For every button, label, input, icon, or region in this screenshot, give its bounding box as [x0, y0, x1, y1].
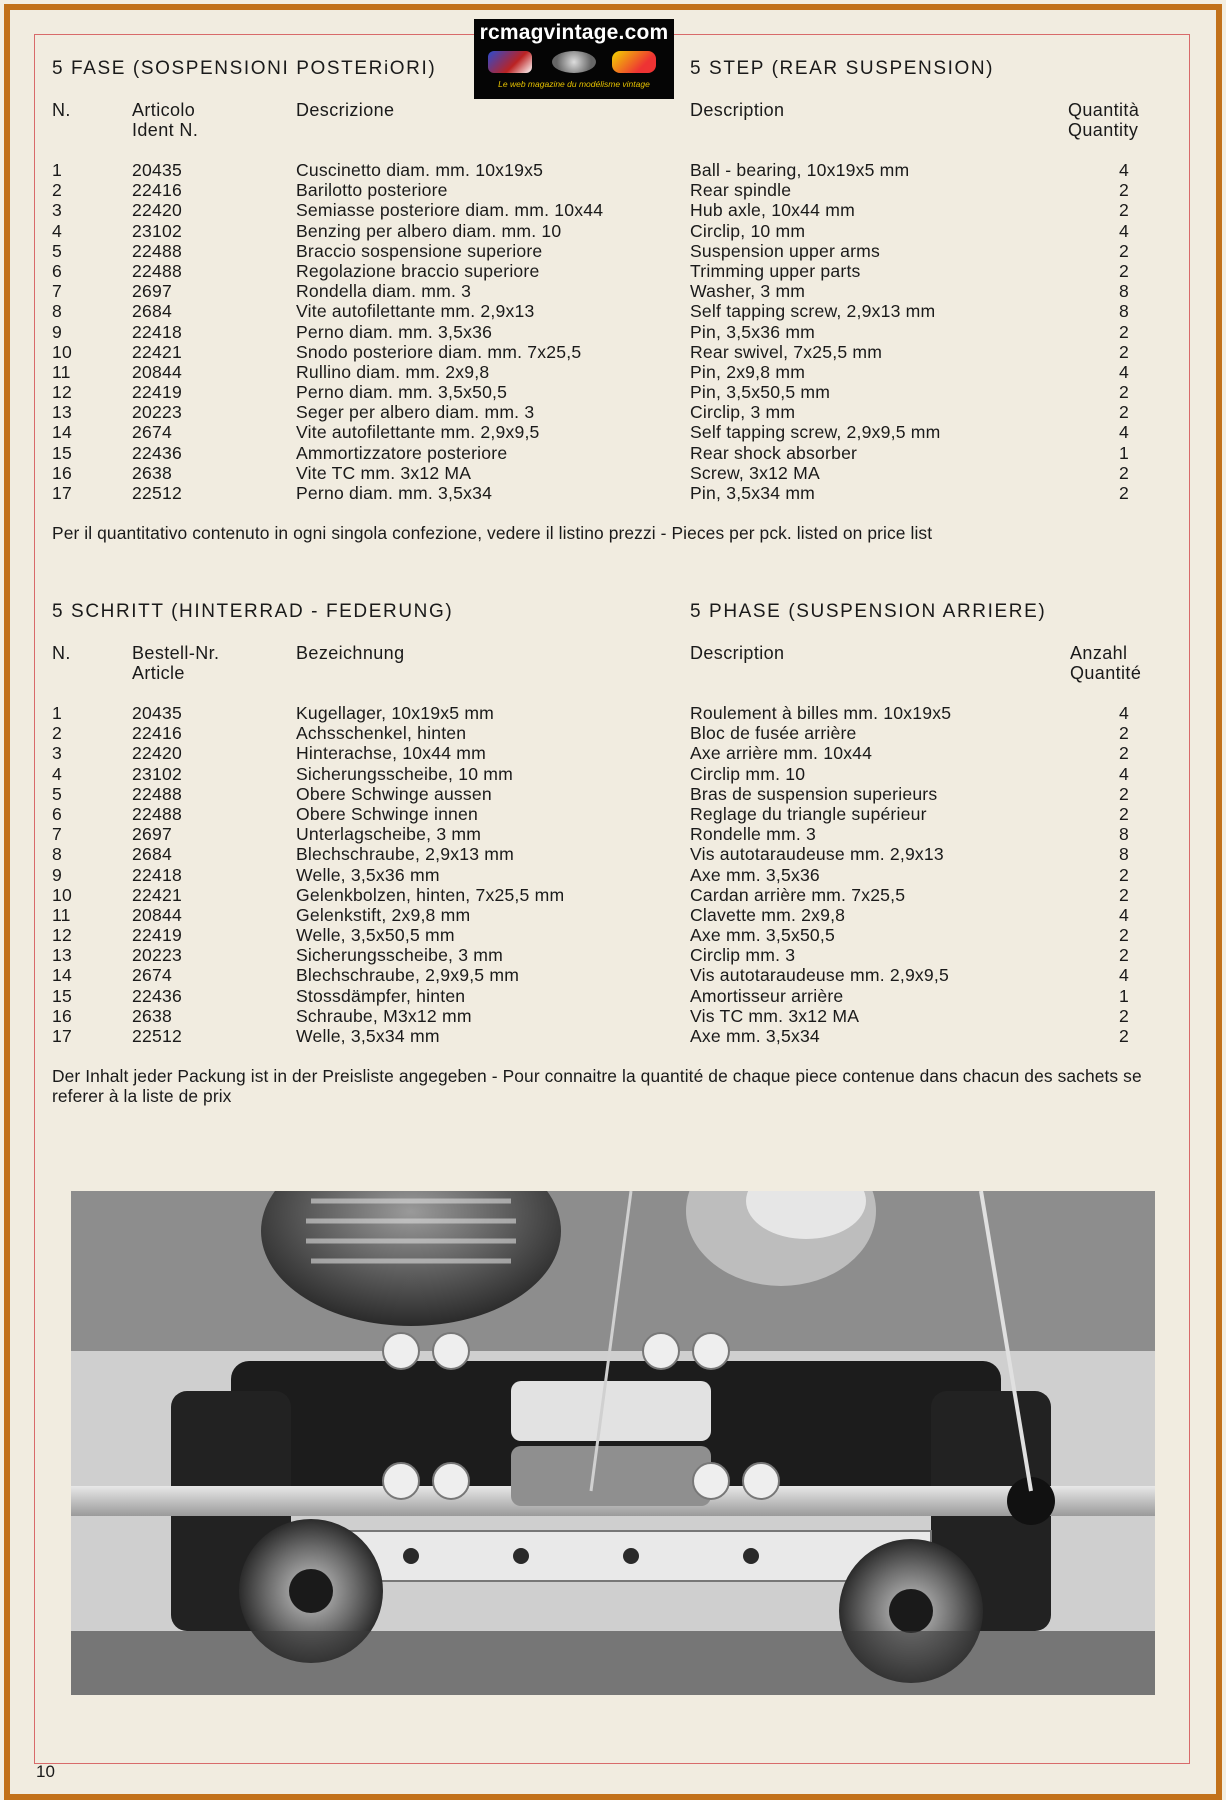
- row-quantity: 2: [1119, 864, 1129, 885]
- row-number: 5: [52, 783, 62, 804]
- row-description-2: Rondelle mm. 3: [690, 824, 817, 845]
- row-description-1: Sicherungsscheibe, 3 mm: [296, 945, 504, 966]
- heading-english: 5 STEP (REAR SUSPENSION): [690, 58, 995, 79]
- row-article: 20223: [132, 402, 182, 423]
- row-quantity: 2: [1119, 743, 1129, 764]
- heading-french: 5 PHASE (SUSPENSION ARRIERE): [690, 601, 1047, 622]
- table-row: [52, 261, 1162, 281]
- row-number: 3: [52, 200, 62, 221]
- row-article: 22512: [132, 483, 182, 503]
- row-description-1: Benzing per albero diam. mm. 10: [296, 220, 562, 241]
- table-row: [52, 200, 1162, 220]
- row-quantity: 2: [1119, 462, 1129, 483]
- row-quantity: 2: [1119, 783, 1129, 804]
- column-header-quantity: Quantità Quantity: [1068, 100, 1140, 140]
- row-article: 22420: [132, 743, 182, 764]
- row-article: 2638: [132, 462, 172, 483]
- row-description-1: Sicherungsscheibe, 10 mm: [296, 763, 514, 784]
- row-article: 22488: [132, 803, 182, 824]
- row-number: 11: [52, 904, 71, 925]
- row-quantity: 1: [1119, 985, 1129, 1006]
- row-quantity: 1: [1119, 442, 1129, 463]
- table-row: [52, 362, 1162, 382]
- table-row: [52, 945, 1162, 965]
- row-description-1: Perno diam. mm. 3,5x34: [296, 483, 493, 503]
- row-description-2: Ball - bearing, 10x19x5 mm: [690, 160, 910, 180]
- row-quantity: 2: [1119, 884, 1129, 905]
- column-header-article: Articolo Ident N.: [132, 100, 199, 140]
- row-article: 22436: [132, 985, 182, 1006]
- row-description-2: Pin, 3,5x50,5 mm: [690, 382, 831, 403]
- row-description-2: Circlip, 3 mm: [690, 402, 796, 423]
- note-de-fr: Der Inhalt jeder Packung ist in der Preisliste angegeben - Pour connaitre la quantité de chaque piece contenue dans chacun des sachets se referer à la liste de prix: [52, 1066, 1142, 1106]
- row-description-1: Welle, 3,5x36 mm: [296, 864, 440, 885]
- row-description-2: Vis autotaraudeuse mm. 2,9x9,5: [690, 965, 949, 986]
- table-row: [52, 905, 1162, 925]
- row-number: 16: [52, 1005, 72, 1026]
- row-quantity: 2: [1119, 180, 1129, 201]
- table-row: [52, 322, 1162, 342]
- row-number: 7: [52, 281, 62, 302]
- row-quantity: 8: [1119, 281, 1129, 302]
- row-article: 2638: [132, 1005, 172, 1026]
- heading-german: 5 SCHRITT (HINTERRAD - FEDERUNG): [52, 601, 454, 622]
- row-description-1: Vite autofilettante mm. 2,9x13: [296, 301, 535, 322]
- row-number: 1: [52, 703, 62, 723]
- row-article: 20435: [132, 703, 182, 723]
- row-description-1: Rullino diam. mm. 2x9,8: [296, 361, 490, 382]
- table-row: [52, 241, 1162, 261]
- row-description-2: Reglage du triangle supérieur: [690, 803, 927, 824]
- row-description-1: Braccio sospensione superiore: [296, 240, 543, 261]
- row-quantity: 2: [1119, 945, 1129, 966]
- row-number: 13: [52, 945, 72, 966]
- table-row: [52, 463, 1162, 483]
- row-quantity: 4: [1119, 160, 1129, 180]
- column-header-description-de: Bezeichnung: [296, 643, 405, 663]
- row-description-2: Circlip, 10 mm: [690, 220, 806, 241]
- row-quantity: 2: [1119, 402, 1129, 423]
- racecar-icon: [612, 51, 656, 73]
- row-description-2: Bloc de fusée arrière: [690, 723, 857, 744]
- row-quantity: 2: [1119, 803, 1129, 824]
- engine-icon: [552, 51, 596, 73]
- row-number: 4: [52, 763, 62, 784]
- row-description-2: Axe mm. 3,5x36: [690, 864, 820, 885]
- row-description-1: Unterlagscheibe, 3 mm: [296, 824, 482, 845]
- row-article: 22419: [132, 925, 182, 946]
- column-header-description-fr: Description: [690, 643, 785, 663]
- row-article: 22416: [132, 723, 182, 744]
- row-quantity: 4: [1119, 763, 1129, 784]
- row-description-1: Hinterachse, 10x44 mm: [296, 743, 486, 764]
- row-description-1: Seger per albero diam. mm. 3: [296, 402, 535, 423]
- row-number: 8: [52, 301, 62, 322]
- row-description-2: Clavette mm. 2x9,8: [690, 904, 846, 925]
- row-number: 12: [52, 925, 72, 946]
- row-article: 22421: [132, 884, 182, 905]
- table-row: [52, 281, 1162, 301]
- row-number: 10: [52, 341, 72, 362]
- table-row: [52, 180, 1162, 200]
- row-article: 22418: [132, 864, 182, 885]
- note-it-en: Per il quantitativo contenuto in ogni singola confezione, vedere il listino prezzi - Pieces per pck. listed on price list: [52, 523, 933, 543]
- row-description-1: Achsschenkel, hinten: [296, 723, 467, 744]
- table-row: [52, 402, 1162, 422]
- site-logo[interactable]: [474, 19, 674, 99]
- page-number: 10: [36, 1762, 55, 1781]
- row-number: 10: [52, 884, 72, 905]
- table-row: [52, 784, 1162, 804]
- row-number: 3: [52, 743, 62, 764]
- row-number: 16: [52, 462, 72, 483]
- row-quantity: 8: [1119, 824, 1129, 845]
- row-description-1: Kugellager, 10x19x5 mm: [296, 703, 495, 723]
- table-row: [52, 342, 1162, 362]
- row-quantity: 4: [1119, 904, 1129, 925]
- row-description-2: Vis autotaraudeuse mm. 2,9x13: [690, 844, 944, 865]
- row-description-1: Vite autofilettante mm. 2,9x9,5: [296, 422, 540, 443]
- row-description-2: Vis TC mm. 3x12 MA: [690, 1005, 860, 1026]
- row-description-1: Gelenkstift, 2x9,8 mm: [296, 904, 471, 925]
- buggy-icon: [488, 51, 532, 73]
- row-number: 11: [52, 361, 71, 382]
- row-article: 22488: [132, 783, 182, 804]
- row-number: 15: [52, 442, 72, 463]
- row-quantity: 2: [1119, 341, 1129, 362]
- row-quantity: 8: [1119, 844, 1129, 865]
- row-quantity: 8: [1119, 301, 1129, 322]
- row-description-1: Schraube, M3x12 mm: [296, 1005, 472, 1026]
- logo-pictures: [474, 47, 674, 79]
- row-article: 22436: [132, 442, 182, 463]
- row-number: 6: [52, 260, 62, 281]
- row-article: 2684: [132, 301, 172, 322]
- table-row: [52, 743, 1162, 763]
- table-row: [52, 764, 1162, 784]
- row-number: 12: [52, 382, 72, 403]
- row-number: 14: [52, 422, 72, 443]
- row-number: 15: [52, 985, 72, 1006]
- row-description-1: Obere Schwinge innen: [296, 803, 479, 824]
- table-row: [52, 986, 1162, 1006]
- row-description-2: Rear shock absorber: [690, 442, 858, 463]
- row-description-2: Axe mm. 3,5x50,5: [690, 925, 835, 946]
- row-number: 2: [52, 180, 62, 201]
- row-article: 2684: [132, 844, 172, 865]
- table-row: [52, 1026, 1162, 1046]
- column-header-number: N.: [52, 643, 71, 663]
- heading-italian: 5 FASE (SOSPENSIONI POSTERiORI): [52, 58, 437, 79]
- row-description-1: Snodo posteriore diam. mm. 7x25,5: [296, 341, 582, 362]
- logo-name: rcmagvintage.com: [479, 21, 669, 44]
- row-article: 22421: [132, 341, 182, 362]
- column-header-description-it: Descrizione: [296, 100, 395, 120]
- row-article: 2674: [132, 965, 172, 986]
- row-description-2: Hub axle, 10x44 mm: [690, 200, 855, 221]
- table-row: [52, 885, 1162, 905]
- row-description-2: Rear swivel, 7x25,5 mm: [690, 341, 883, 362]
- row-number: 8: [52, 844, 62, 865]
- row-article: 23102: [132, 763, 182, 784]
- row-article: 20844: [132, 361, 182, 382]
- row-quantity: 4: [1119, 220, 1129, 241]
- table-row: [52, 804, 1162, 824]
- row-number: 9: [52, 864, 62, 885]
- table-row: [52, 422, 1162, 442]
- table-row: [52, 824, 1162, 844]
- row-description-2: Cardan arrière mm. 7x25,5: [690, 884, 906, 905]
- table-row: [52, 443, 1162, 463]
- table-row: [52, 382, 1162, 402]
- row-quantity: 4: [1119, 422, 1129, 443]
- row-number: 9: [52, 321, 62, 342]
- column-header-description-en: Description: [690, 100, 785, 120]
- row-article: 20844: [132, 904, 182, 925]
- row-description-1: Obere Schwinge aussen: [296, 783, 492, 804]
- row-description-2: Suspension upper arms: [690, 240, 881, 261]
- row-quantity: 2: [1119, 1005, 1129, 1026]
- row-article: 2697: [132, 824, 172, 845]
- row-article: 22418: [132, 321, 182, 342]
- row-article: 22488: [132, 240, 182, 261]
- row-number: 7: [52, 824, 62, 845]
- row-quantity: 2: [1119, 200, 1129, 221]
- row-description-1: Cuscinetto diam. mm. 10x19x5: [296, 160, 544, 180]
- row-description-2: Pin, 3,5x36 mm: [690, 321, 816, 342]
- table-row: [52, 844, 1162, 864]
- row-description-1: Perno diam. mm. 3,5x50,5: [296, 382, 508, 403]
- parts-table-de-fr: [52, 703, 1162, 1046]
- row-description-1: Semiasse posteriore diam. mm. 10x44: [296, 200, 604, 221]
- table-row: [52, 483, 1162, 503]
- row-number: 6: [52, 803, 62, 824]
- row-article: 22419: [132, 382, 182, 403]
- row-description-1: Gelenkbolzen, hinten, 7x25,5 mm: [296, 884, 565, 905]
- row-quantity: 4: [1119, 361, 1129, 382]
- row-description-2: Axe arrière mm. 10x44: [690, 743, 873, 764]
- row-description-2: Self tapping screw, 2,9x9,5 mm: [690, 422, 941, 443]
- table-row: [52, 965, 1162, 985]
- row-quantity: 2: [1119, 1026, 1129, 1046]
- row-article: 23102: [132, 220, 182, 241]
- row-quantity: 2: [1119, 240, 1129, 261]
- row-description-1: Vite TC mm. 3x12 MA: [296, 462, 472, 483]
- column-header-quantity: Anzahl Quantité: [1070, 643, 1142, 683]
- row-article: 20223: [132, 945, 182, 966]
- row-quantity: 2: [1119, 321, 1129, 342]
- table-row: [52, 1006, 1162, 1026]
- row-article: 20435: [132, 160, 182, 180]
- row-number: 4: [52, 220, 62, 241]
- row-number: 14: [52, 965, 72, 986]
- logo-tagline: Le web magazine du modélisme vintage: [498, 79, 650, 89]
- column-header-number: N.: [52, 100, 71, 120]
- row-description-1: Rondella diam. mm. 3: [296, 281, 472, 302]
- row-description-2: Amortisseur arrière: [690, 985, 844, 1006]
- row-description-1: Barilotto posteriore: [296, 180, 448, 201]
- row-description-1: Perno diam. mm. 3,5x36: [296, 321, 493, 342]
- row-description-2: Trimming upper parts: [690, 260, 861, 281]
- row-article: 22488: [132, 260, 182, 281]
- table-row: [52, 865, 1162, 885]
- row-quantity: 4: [1119, 703, 1129, 723]
- row-description-1: Regolazione braccio superiore: [296, 260, 540, 281]
- row-quantity: 2: [1119, 260, 1129, 281]
- row-article: 2674: [132, 422, 172, 443]
- row-description-2: Screw, 3x12 MA: [690, 462, 820, 483]
- rear-suspension-photo: [71, 1191, 1155, 1695]
- row-article: 2697: [132, 281, 172, 302]
- row-description-2: Pin, 3,5x34 mm: [690, 483, 816, 503]
- table-row: [52, 301, 1162, 321]
- row-quantity: 2: [1119, 483, 1129, 503]
- table-row: [52, 703, 1162, 723]
- row-number: 1: [52, 160, 62, 180]
- table-row: [52, 160, 1162, 180]
- row-description-1: Blechschraube, 2,9x13 mm: [296, 844, 514, 865]
- row-description-2: Circlip mm. 3: [690, 945, 796, 966]
- table-row: [52, 221, 1162, 241]
- row-article: 22512: [132, 1026, 182, 1046]
- table-row: [52, 925, 1162, 945]
- column-header-article: Bestell-Nr. Article: [132, 643, 220, 683]
- row-description-1: Stossdämpfer, hinten: [296, 985, 466, 1006]
- table-row: [52, 723, 1162, 743]
- row-description-2: Washer, 3 mm: [690, 281, 806, 302]
- row-description-1: Welle, 3,5x50,5 mm: [296, 925, 455, 946]
- row-number: 17: [52, 483, 72, 503]
- row-number: 13: [52, 402, 72, 423]
- row-description-2: Bras de suspension superieurs: [690, 783, 938, 804]
- row-article: 22420: [132, 200, 182, 221]
- row-quantity: 2: [1119, 382, 1129, 403]
- row-quantity: 4: [1119, 965, 1129, 986]
- row-quantity: 2: [1119, 925, 1129, 946]
- row-article: 22416: [132, 180, 182, 201]
- row-description-2: Circlip mm. 10: [690, 763, 806, 784]
- row-number: 17: [52, 1026, 72, 1046]
- row-description-1: Blechschraube, 2,9x9,5 mm: [296, 965, 520, 986]
- row-number: 2: [52, 723, 62, 744]
- row-description-2: Rear spindle: [690, 180, 792, 201]
- row-description-2: Roulement à billes mm. 10x19x5: [690, 703, 952, 723]
- row-description-2: Pin, 2x9,8 mm: [690, 361, 806, 382]
- row-quantity: 2: [1119, 723, 1129, 744]
- row-number: 5: [52, 240, 62, 261]
- parts-table-it-en: [52, 160, 1162, 503]
- row-description-1: Ammortizzatore posteriore: [296, 442, 508, 463]
- row-description-2: Self tapping screw, 2,9x13 mm: [690, 301, 936, 322]
- row-description-2: Axe mm. 3,5x34: [690, 1026, 820, 1046]
- row-description-1: Welle, 3,5x34 mm: [296, 1026, 440, 1046]
